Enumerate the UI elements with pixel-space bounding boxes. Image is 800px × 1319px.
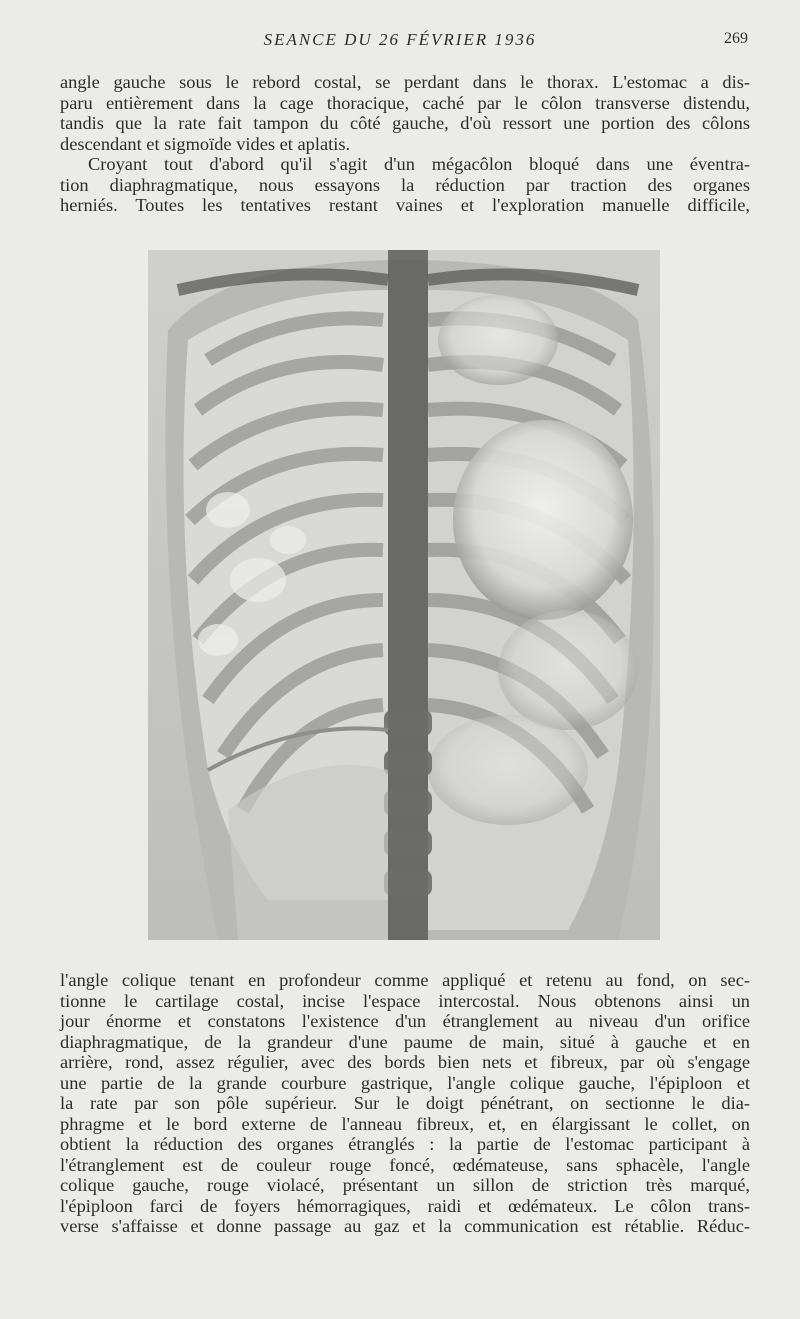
text-line: colique gauche, rouge violacé, présentant un sillon de striction très marqué, xyxy=(60,1175,750,1195)
text-line: herniés. Toutes les tentatives restant vaines et l'exploration manuelle difficile, xyxy=(60,195,750,215)
paragraph-block-top xyxy=(60,72,750,216)
text-line: diaphragmatique, de la grandeur d'une paume de main, situé à gauche et en xyxy=(60,1031,750,1052)
text-line: obtient la réduction des organes étranglés : la partie de l'estomac participant à xyxy=(60,1134,750,1154)
text-line: tandis que la rate fait tampon du côté gauche, d'où ressort une portion des côlons xyxy=(60,113,750,133)
text-line: arrière, rond, assez régulier, avec des bords bien nets et fibreux, par où s'engage xyxy=(60,1052,750,1072)
text-line: la rate par son pôle supérieur. Sur le doigt pénétrant, on sectionne le dia- xyxy=(60,1093,750,1113)
running-title: SEANCE DU 26 FÉVRIER 1936 xyxy=(263,30,537,49)
text-line: une partie de la grande courbure gastrique, l'angle colique gauche, l'épiploon et xyxy=(60,1072,750,1093)
running-head xyxy=(0,30,800,54)
text-line: tion diaphragmatique, nous essayons la réduction par traction des organes xyxy=(60,174,750,195)
xray-figure xyxy=(148,250,660,940)
text-line: l'épiploon farci de foyers hémorragiques, raidi et œdémateux. Le côlon trans- xyxy=(60,1195,750,1216)
chest-radiograph-image xyxy=(148,250,660,940)
text-line: tionne le cartilage costal, incise l'espace intercostal. Nous obtenons ainsi un xyxy=(60,990,750,1011)
text-line: jour énorme et constatons l'existence d'un étranglement au niveau d'un orifice xyxy=(60,1011,750,1031)
text-line: l'angle colique tenant en profondeur comme appliqué et retenu au fond, on sec- xyxy=(60,970,750,990)
text-line: verse s'affaisse et donne passage au gaz et la communication est rétablie. Réduc- xyxy=(60,1216,750,1236)
text-line: paru entièrement dans la cage thoracique, caché par le côlon transverse distendu, xyxy=(60,92,750,113)
text-line: l'étranglement est de couleur rouge foncé, œdémateuse, sans sphacèle, l'angle xyxy=(60,1154,750,1175)
text-line: descendant et sigmoïde vides et aplatis. xyxy=(60,133,351,154)
text-line: angle gauche sous le rebord costal, se perdant dans le thorax. L'estomac a dis- xyxy=(60,72,750,92)
page-number: 269 xyxy=(724,30,748,47)
paragraph-block-bottom xyxy=(60,970,750,1237)
text-line: Croyant tout d'abord qu'il s'agit d'un mégacôlon bloqué dans une éventra- xyxy=(88,154,750,174)
text-line: phragme et le bord externe de l'anneau fibreux, et, en élargissant le collet, on xyxy=(60,1113,750,1134)
